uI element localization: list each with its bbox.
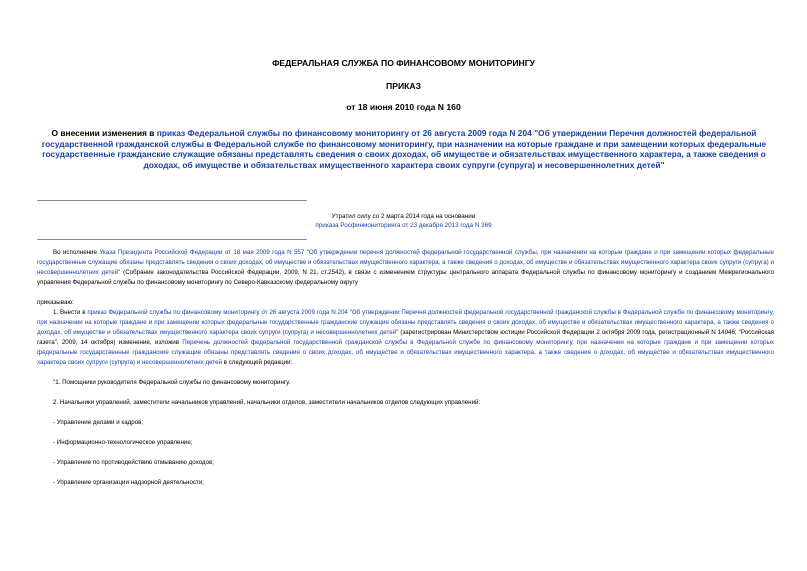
list-item: - Управление организации надзорной деятельности; — [53, 479, 205, 486]
expired-note-link[interactable]: приказа Росфинмониторинга от 23 декабря 2013 года N 369 — [315, 222, 492, 229]
title-prefix: О внесении изменения в — [51, 128, 157, 138]
item-1-link-order-204[interactable]: приказ Федеральной службы по финансовому мониторингу от 26 августа 2009 года N 204 "Об утверждении Перечня должностей федеральной государственной гражданской службы в Федеральной службе по финансовому мониторингу, при назначении на которые граждане и при замещении которых федеральные государственные гражданские служащие обязаны представлять сведения о своих доходах, об имуществе и обязательствах имущественного характера, а также сведения о доходах, об имуществе и обязательствах имущественного характера своих супруги (супруга) и несовершеннолетних детей" — [37, 309, 774, 336]
preamble-paragraph — [37, 248, 774, 288]
item-1-link-list[interactable]: Перечень должностей федеральной государственной гражданской службы в Федеральной службе по финансовому мониторингу, при назначении на которые граждане и при замещении которых федеральные государственные гражданские служащие обязаны представлять сведения о своих доходах, об имуществе и обязательствах имущественного характера, а также сведения о доходах, об имуществе и обязательствах имущественного характера своих супруги (супруга) и несовершеннолетних детей — [37, 339, 774, 366]
order-word: приказываю: — [37, 299, 74, 306]
preamble-suffix: (Собрание законодательства Российской Федерации, 2009, N 21, ст.2542), в связи с изменением структуры центрального аппарата Федеральной службы по финансовому мониторингу и созданием Межрегионального управления Федеральной службы по финансовому мониторингу по Северо-Кавказскому федеральному округу — [37, 269, 774, 286]
document-title — [36, 128, 772, 170]
document-body — [37, 248, 774, 488]
list-point-1: "1. Помощники руководителя Федеральной службы по финансовому мониторингу. — [53, 379, 291, 386]
item-1-middle: (зарегистрирован Министерством юстиции Российской Федерации 2 октября 2009 года, регистрационный N 14946; "Российская газета", 2009, 14 октября) изменение, изложив — [37, 329, 774, 346]
item-1-suffix: в следующей редакции: — [221, 359, 293, 366]
item-1-paragraph — [37, 308, 774, 368]
expired-note-text: Утратил силу со 2 марта 2014 года на основании — [331, 213, 476, 220]
agency-heading: ФЕДЕРАЛЬНАЯ СЛУЖБА ПО ФИНАНСОВОМУ МОНИТОРИНГУ — [272, 58, 535, 68]
list-item: - Управление делами и кадров; — [53, 419, 144, 426]
divider-top — [37, 200, 307, 201]
document-type: ПРИКАЗ — [386, 81, 421, 91]
title-link-order-204[interactable]: приказ Федеральной службы по финансовому мониторингу от 26 августа 2009 года N 204 "Об утверждении Перечня должностей федеральной государственной гражданской службы в Федеральной службе по финансовому мониторингу, при назначении на которые граждане и при замещении которых федеральные государственные гражданские служащие обязаны представлять сведения о своих доходах, об имуществе и обязательствах имущественного характера, а также сведения о доходах, об имуществе и обязательствах имущественного характера своих супруги (супруга) и несовершеннолетних детей" — [41, 128, 767, 170]
preamble-prefix: Во исполнение — [53, 249, 100, 256]
list-item: - Информационно-технологическое управление; — [53, 439, 193, 446]
expired-note — [300, 212, 507, 230]
list-point-2: 2. Начальники управлений, заместители начальников управлений, начальники отделов, заместители начальников отделов следующих управлений: — [53, 399, 481, 406]
preamble-link-decree-557[interactable]: Указа Президента Российской Федерации от 18 мая 2009 года N 557 "Об утверждении перечня должностей федеральной государственной службы, при назначении на которые граждане и при замещении которых федеральные государственные служащие обязаны представлять сведения о своих доходах, об имуществе и обязательствах имущественного характера, а также сведения о доходах, об имуществе и обязательствах имущественного характера своих супруги (супруга) и несовершеннолетних детей" — [37, 249, 774, 276]
document-date-number: от 18 июня 2010 года N 160 — [346, 102, 461, 112]
divider-bottom — [37, 239, 307, 240]
item-1-prefix: 1. Внести в — [53, 309, 88, 316]
list-item: - Управление по противодействию отмыванию доходов; — [53, 459, 214, 466]
